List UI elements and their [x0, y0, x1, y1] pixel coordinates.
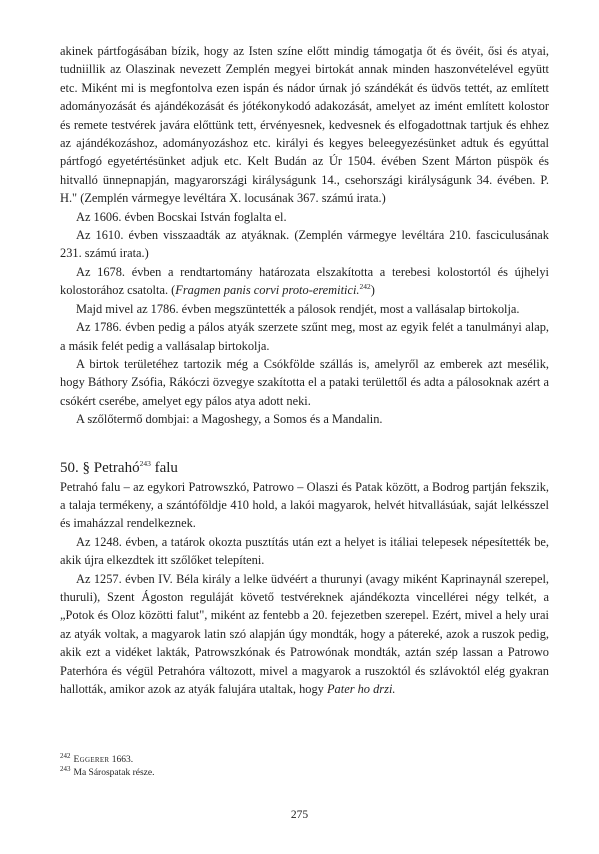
heading-text: falu [150, 459, 178, 476]
page-number: 275 [290, 809, 309, 821]
paragraph: Az 1606. évben Bocskai István foglalta el. [76, 209, 287, 224]
footnote-text: Ma Sárospatak része. [73, 768, 155, 778]
paragraph-text: ) [370, 283, 375, 298]
paragraph: Az 1786. évben pedig a pálos atyák szerzete szűnt meg, most az egyik felét a tanulmányi alap, a másik felét pedig a vallásalap birtokolja. [60, 320, 549, 353]
paragraph: Majd mivel az 1786. évben megszüntették a pálosok rendjét, most a vallásalap birtokolja. [76, 301, 520, 316]
footnotes [60, 751, 549, 780]
paragraph: A birtok területéhez tartozik még a Csókfölde szállás is, amelyről az emberek azt mesélik, hogy Báthory Zsófia, Rákóczi özvegye szakította el a pataki területtől és adta a pálosoknak azért a csókért cserébe, amelyet egy pálos atya adott neki. [60, 356, 549, 408]
paragraph: Az 1610. évben visszaadták az atyáknak. (Zemplén vármegye levéltára 210. fasciculusának 231. számú irata.) [60, 228, 549, 261]
footnote [60, 764, 549, 780]
section-heading [60, 459, 549, 477]
page-body [60, 42, 549, 698]
paragraph-text: Az 1678. évben a rendtartomány határozata elszakította a terebesi kolostortól és újhelyi kolostorához csatolta. ( [60, 264, 549, 298]
paragraph: Az 1248. évben, a tatárok okozta pusztítás után ezt a helyet is itáliai telepesek népesítették be, akik újra elkezdtek itt szőlőket telepíteni. [60, 534, 549, 568]
paragraph: akinek pártfogásában bízik, hogy az Isten színe előtt mindig támogatja őt és övéit, ősi és atyai, tudniillik az Olaszinak nevezett Zemplén megyei birtokát annak minden haszonvételével együtt etc. Miként mi is megfontolva ezen ispán és nádor úrnak jó szándékát és üdvös tettét, az említett adományozását és ajándékozását és jótékonykodó adakozását, amelyet az imént említett kolostor és remete testvérek javára előttünk tett, érvényesnek, kedvesnek és elfogadottnak tartjuk és ehhez az ajándékozáshoz, adományozáshoz etc. királyi és kegyes beleegyezésünket adtuk és egyúttal pártfogó egyetértésünket adjuk etc. Kelt Budán az Úr 1504. évében Szent Márton püspök és hitvalló ünnepnapján, magyarországi királyságunk 14., csehországi királyságunk 34. évében. P. H." (Zemplén vármegye levéltára X. locusának 367. számú irata.) [60, 44, 549, 206]
paragraph [60, 263, 549, 300]
paragraph: Petrahó falu – az egykori Patrowszkó, Patrowo – Olaszi és Patak között, a Bodrog partján fekszik, a talaja termékeny, a szántóföldje 410 hold, a lakói magyarok, helvét hitvallásúak, saját lelkésszel és imaházzal rendelkeznek. [60, 479, 549, 531]
footnote-number: 243 [60, 764, 71, 773]
latin-quote: Fragmen panis corvi proto-eremitici. [175, 283, 360, 298]
footnote-number: 242 [60, 751, 71, 760]
footnote-author: Eggerer [73, 755, 110, 765]
footnote-ref[interactable]: 243 [139, 458, 151, 468]
heading-text: 50. § Petrahó [60, 459, 140, 476]
footnote-text: 1663. [109, 755, 134, 765]
paragraph [60, 570, 549, 699]
paragraph: A szőlőtermő dombjai: a Magoshegy, a Somos és a Mandalin. [76, 412, 383, 427]
footnote [60, 751, 549, 767]
paragraph-text: Az 1257. évben IV. Béla király a lelke üdvéért a thurunyi (avagy miként Kaprinaynál szerepel, thuruli), Szent Ágoston reguláját követő testvéreknek ajándékozta vincellérei négy telkét, a „Potok és Oloz közötti falut", miként az fentebb a 20. fejezetben szerepel. Ezért, mivel a hely urai az atyák voltak, a magyarok latin szó alapján úgy mondták, hogy a pátereké, azok a ruszok pedig, akik ezt a vidéket lakták, Patrowszkónak és Patrowónak mondták, aztán szép lassan a Patrowo Paterhóra és végül Petrahóra változott, mivel a magyarok a ruszoktól és szlávoktól elég gyakran hallották, amikor azok az atyák falujára utaltak, hogy [60, 571, 549, 696]
footnote-ref[interactable]: 242 [359, 282, 371, 292]
latin-quote: Pater ho drzi. [326, 682, 396, 696]
